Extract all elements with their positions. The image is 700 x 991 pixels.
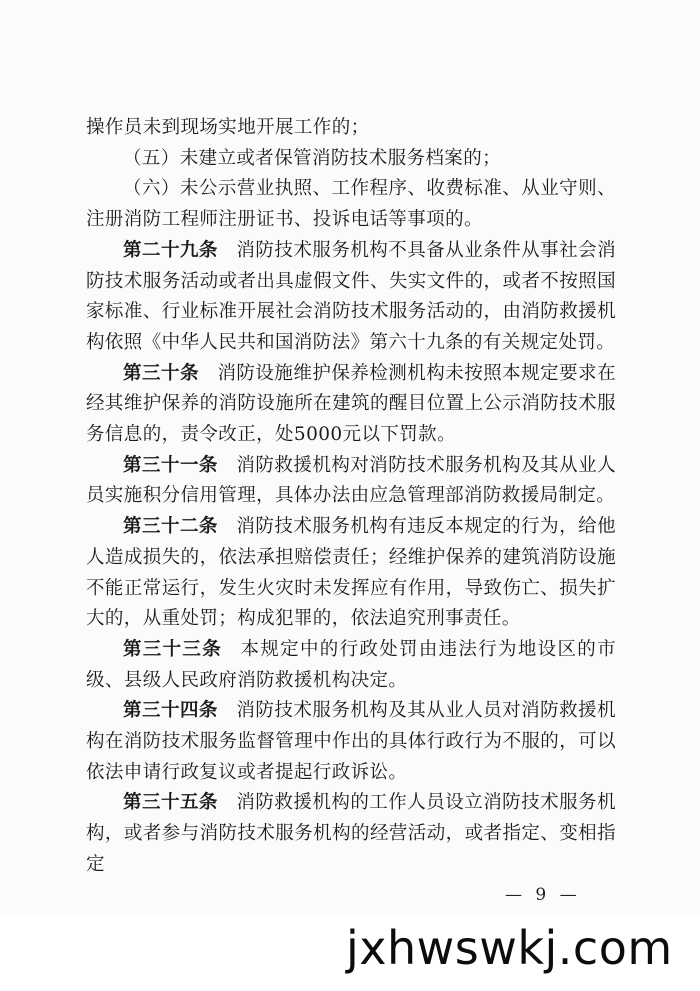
article-paragraph <box>86 359 616 451</box>
article-number: 第三十条 <box>123 362 199 384</box>
clause-paragraph <box>86 144 616 175</box>
article-paragraph <box>86 512 616 635</box>
clause-paragraph <box>86 113 616 144</box>
article-paragraph <box>86 788 616 880</box>
paragraph-text: 操作员未到现场实地开展工作的； <box>86 117 370 138</box>
article-number: 第三十三条 <box>123 638 223 660</box>
page-number: — 9 — <box>505 885 581 905</box>
paragraph-text: 消防技术服务机构有违反本规定的行为，给他人造成损失的，依法承担赔偿责任；经维护保养的建筑消防设施不能正常运行，发生火灾时未发挥应有作用，导致伤亡、损失扩大的，从重处罚；构成犯罪的，依法追究刑事责任。 <box>86 516 616 630</box>
article-paragraph <box>86 635 616 696</box>
paragraph-text: 消防救援机构对消防技术服务机构及其从业人员实施积分信用管理，具体办法由应急管理部消防救援局制定。 <box>86 454 616 507</box>
clause-paragraph <box>86 174 616 235</box>
article-number: 第三十四条 <box>123 700 218 722</box>
article-number: 第三十五条 <box>123 792 218 814</box>
article-number: 第三十一条 <box>123 454 218 476</box>
article-paragraph <box>86 451 616 512</box>
paragraph-text: 消防技术服务机构不具备从业条件从事社会消防技术服务活动或者出具虚假文件、失实文件的，或者不按照国家标准、行业标准开展社会消防技术服务活动的，由消防救援机构依照《中华人民共和国消防法》第六十九条的有关规定处罚。 <box>86 239 616 353</box>
article-paragraph <box>86 236 616 359</box>
paragraph-text: 消防设施维护保养检测机构未按照本规定要求在经其维护保养的消防设施所在建筑的醒目位置上公示消防技术服务信息的，责令改正，处5000元以下罚款。 <box>86 362 616 446</box>
paragraph-text: （五）未建立或者保管消防技术服务档案的； <box>123 147 502 169</box>
article-number: 第三十二条 <box>123 516 218 538</box>
watermark-text: jxhwswkj.com <box>346 921 673 975</box>
paragraph-text: 消防技术服务机构及其从业人员对消防救援机构在消防技术服务监督管理中作出的具体行政行为不服的，可以依法申请行政复议或者提起行政诉讼。 <box>86 700 616 783</box>
paragraph-text: 本规定中的行政处罚由违法行为地设区的市级、县级人民政府消防救援机构决定。 <box>86 638 616 691</box>
article-number: 第二十九条 <box>123 239 218 261</box>
paragraph-text: （六）未公示营业执照、工作程序、收费标准、从业守则、注册消防工程师注册证书、投诉电话等事项的。 <box>86 178 616 231</box>
article-paragraph <box>86 696 616 788</box>
document-body <box>86 113 616 881</box>
paragraph-text: 消防救援机构的工作人员设立消防技术服务机构，或者参与消防技术服务机构的经营活动，或者指定、变相指定 <box>86 792 616 875</box>
watermark-banner <box>0 915 700 991</box>
